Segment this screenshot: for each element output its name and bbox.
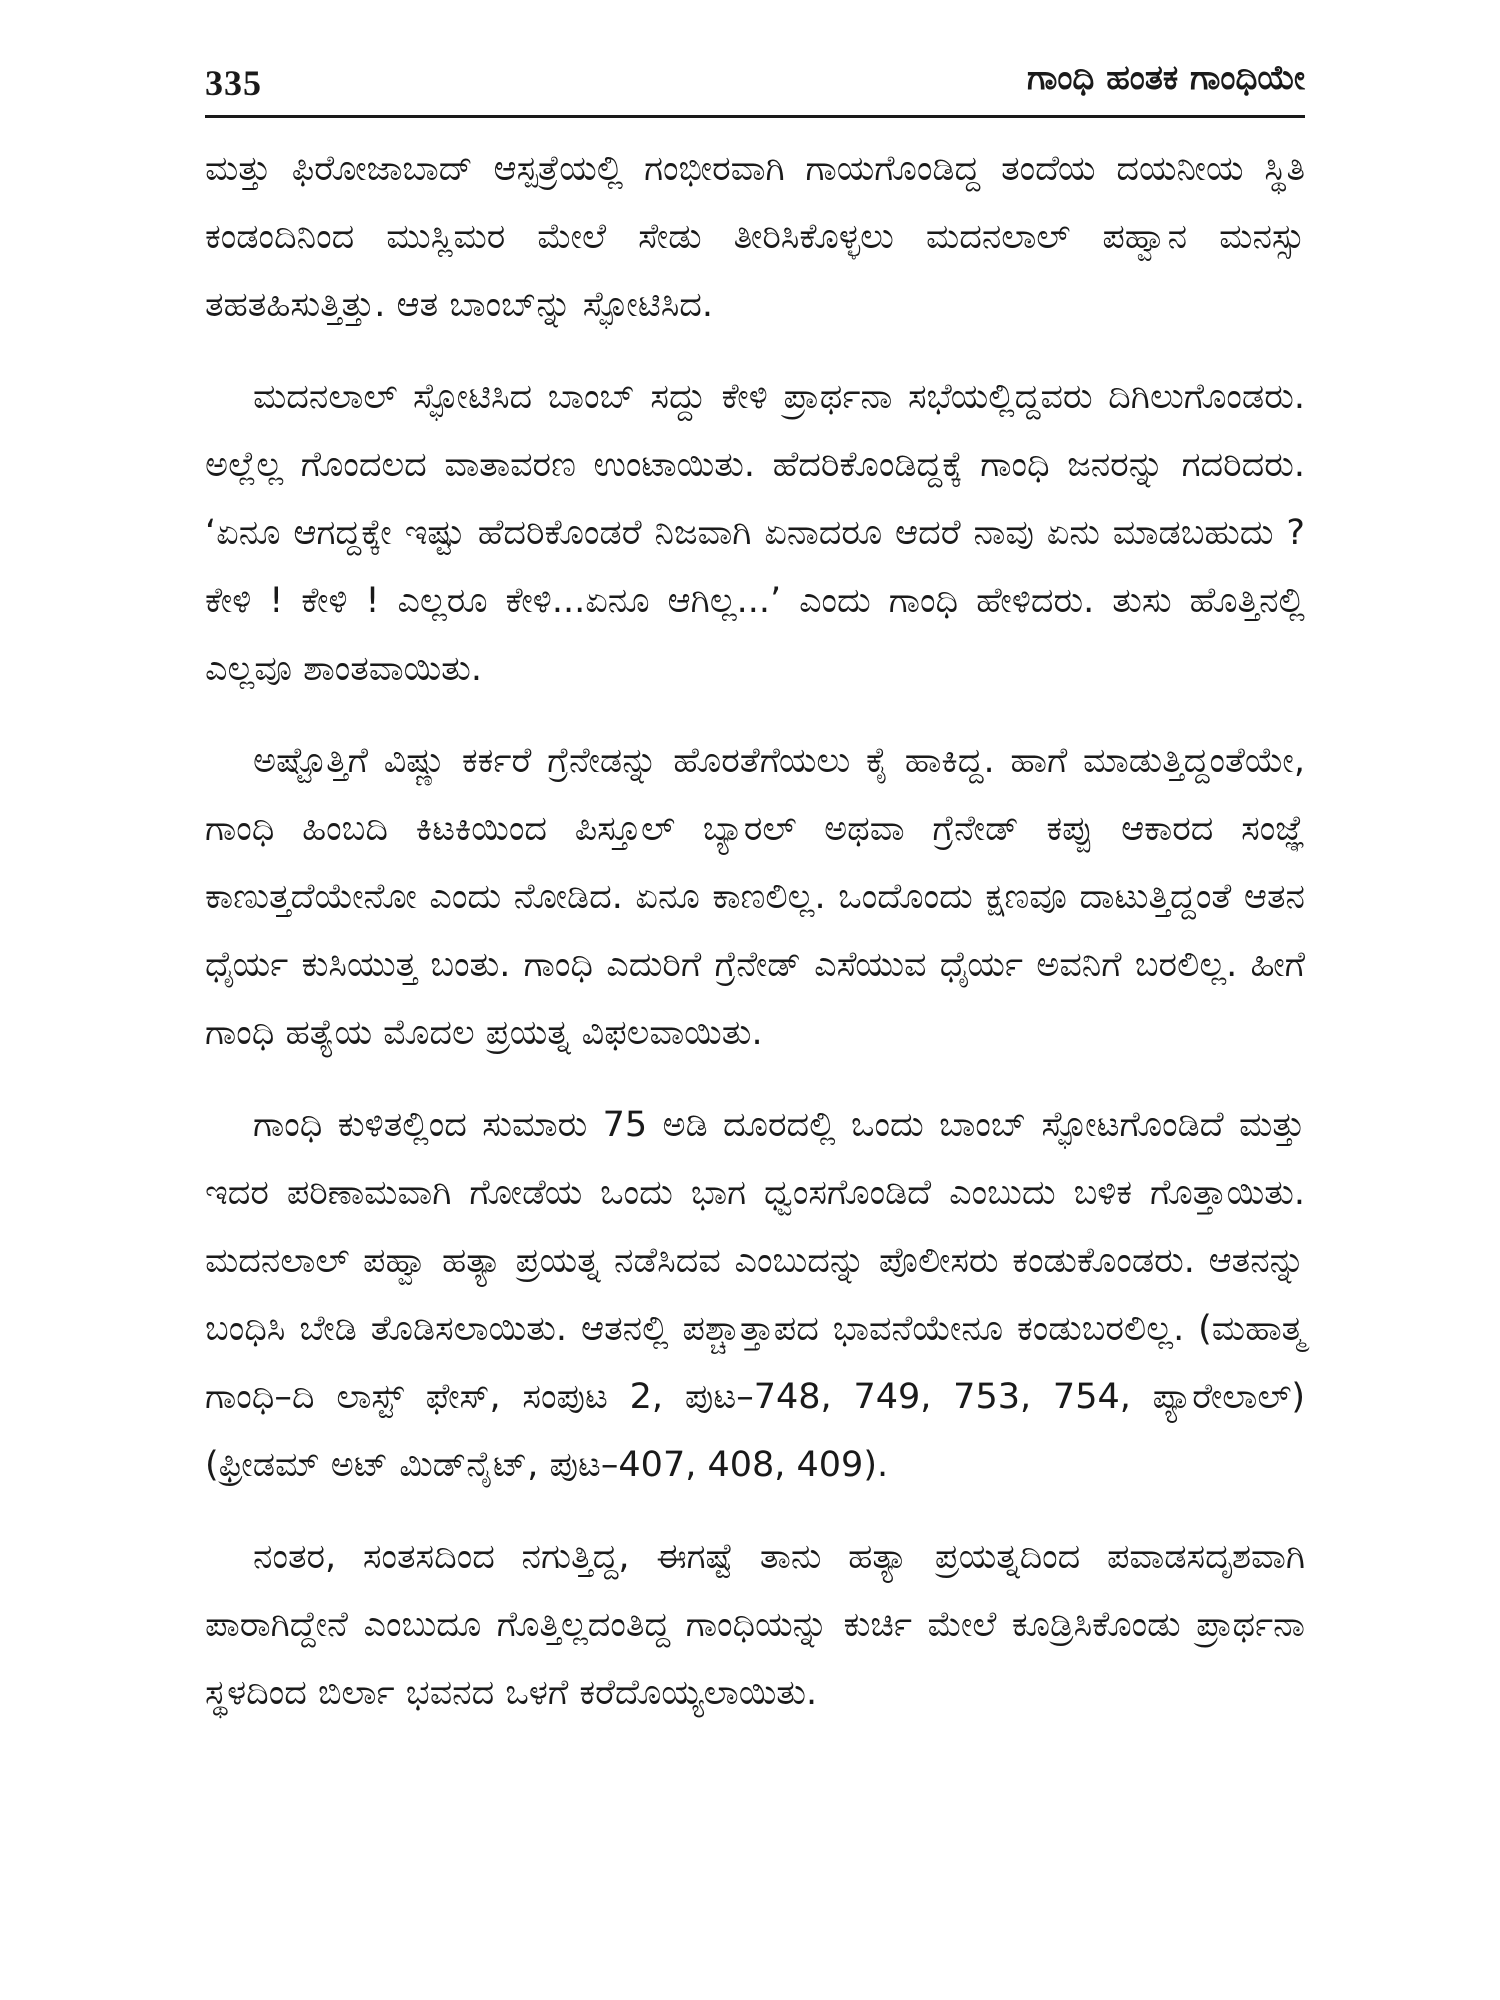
- paragraph: ಅಷ್ಟೊತ್ತಿಗೆ ವಿಷ್ಣು ಕರ್ಕರೆ ಗ್ರೆನೇಡನ್ನು ಹೊರತೆಗೆಯಲು ಕೈ ಹಾಕಿದ್ದ. ಹಾಗೆ ಮಾಡುತ್ತಿದ್ದಂತೆಯೇ, ಗಾಂಧಿ ಹಿಂಬದಿ ಕಿಟಕಿಯಿಂದ ಪಿಸ್ತೂಲ್ ಬ್ಯಾರಲ್ ಅಥವಾ ಗ್ರೆನೇಡ್ ಕಪ್ಪು ಆಕಾರದ ಸಂಜ್ಞೆ ಕಾಣುತ್ತದೆಯೇನೋ ಎಂದು ನೋಡಿದ. ಏನೂ ಕಾಣಲಿಲ್ಲ. ಒಂದೊಂದು ಕ್ಷಣವೂ ದಾಟುತ್ತಿದ್ದಂತೆ ಆತನ ಧೈರ್ಯ ಕುಸಿಯುತ್ತ ಬಂತು. ಗಾಂಧಿ ಎದುರಿಗೆ ಗ್ರೆನೇಡ್ ಎಸೆಯುವ ಧೈರ್ಯ ಅವನಿಗೆ ಬರಲಿಲ್ಲ. ಹೀಗೆ ಗಾಂಧಿ ಹತ್ಯೆಯ ಮೊದಲ ಪ್ರಯತ್ನ ವಿಫಲವಾಯಿತು.: [205, 741, 1305, 1053]
- paragraph: ಗಾಂಧಿ ಕುಳಿತಲ್ಲಿಂದ ಸುಮಾರು 75 ಅಡಿ ದೂರದಲ್ಲಿ ಒಂದು ಬಾಂಬ್ ಸ್ಫೋಟಗೊಂಡಿದೆ ಮತ್ತು ಇದರ ಪರಿಣಾಮವಾಗಿ ಗೋಡೆಯ ಒಂದು ಭಾಗ ಧ್ವಂಸಗೊಂಡಿದೆ ಎಂಬುದು ಬಳಿಕ ಗೊತ್ತಾಯಿತು. ಮದನಲಾಲ್ ಪಹ್ವಾ ಹತ್ಯಾ ಪ್ರಯತ್ನ ನಡೆಸಿದವ ಎಂಬುದನ್ನು ಪೊಲೀಸರು ಕಂಡುಕೊಂಡರು. ಆತನನ್ನು ಬಂಧಿಸಿ ಬೇಡಿ ತೊಡಿಸಲಾಯಿತು. ಆತನಲ್ಲಿ ಪಶ್ಚಾತ್ತಾಪದ ಭಾವನೆಯೇನೂ ಕಂಡುಬರಲಿಲ್ಲ. (ಮಹಾತ್ಮ ಗಾಂಧಿ–ದಿ ಲಾಸ್ಟ್ ಫೇಸ್, ಸಂಪುಟ 2, ಪುಟ–748, 749, 753, 754, ಪ್ಯಾರೇಲಾಲ್) (ಫ್ರೀಡಮ್ ಅಟ್ ಮಿಡ್‌ನೈಟ್, ಪುಟ–407, 408, 409).: [205, 1105, 1305, 1485]
- page-body: [205, 135, 1305, 1751]
- page-header: [205, 52, 1305, 114]
- running-title: ಗಾಂಧಿ ಹಂತಕ ಗಾಂಧಿಯೇ: [1026, 58, 1305, 98]
- header-rule: [205, 115, 1305, 118]
- paragraph-continuation: ಮತ್ತು ಫಿರೋಜಾಬಾದ್ ಆಸ್ಪತ್ರೆಯಲ್ಲಿ ಗಂಭೀರವಾಗಿ ಗಾಯಗೊಂಡಿದ್ದ ತಂದೆಯ ದಯನೀಯ ಸ್ಥಿತಿ ಕಂಡಂದಿನಿಂದ ಮುಸ್ಲಿಮರ ಮೇಲೆ ಸೇಡು ತೀರಿಸಿಕೊಳ್ಳಲು ಮದನಲಾಲ್ ಪಹ್ವಾನ ಮನಸ್ಸು ತಹತಹಿಸುತ್ತಿತ್ತು. ಆತ ಬಾಂಬ್‌ನ್ನು ಸ್ಫೋಟಿಸಿದ.: [205, 149, 1305, 325]
- page-number: 335: [205, 63, 262, 103]
- paragraph: ಮದನಲಾಲ್ ಸ್ಫೋಟಿಸಿದ ಬಾಂಬ್ ಸದ್ದು ಕೇಳಿ ಪ್ರಾರ್ಥನಾ ಸಭೆಯಲ್ಲಿದ್ದವರು ದಿಗಿಲುಗೊಂಡರು. ಅಲ್ಲೆಲ್ಲ ಗೊಂದಲದ ವಾತಾವರಣ ಉಂಟಾಯಿತು. ಹೆದರಿಕೊಂಡಿದ್ದಕ್ಕೆ ಗಾಂಧಿ ಜನರನ್ನು ಗದರಿದರು. ‘ಏನೂ ಆಗದ್ದಕ್ಕೇ ಇಷ್ಟು ಹೆದರಿಕೊಂಡರೆ ನಿಜವಾಗಿ ಏನಾದರೂ ಆದರೆ ನಾವು ಏನು ಮಾಡಬಹುದು ? ಕೇಳಿ ! ಕೇಳಿ ! ಎಲ್ಲರೂ ಕೇಳಿ...ಏನೂ ಆಗಿಲ್ಲ...’ ಎಂದು ಗಾಂಧಿ ಹೇಳಿದರು. ತುಸು ಹೊತ್ತಿನಲ್ಲಿ ಎಲ್ಲವೂ ಶಾಂತವಾಯಿತು.: [205, 377, 1305, 689]
- paragraph: ನಂತರ, ಸಂತಸದಿಂದ ನಗುತ್ತಿದ್ದ, ಈಗಷ್ಟೆ ತಾನು ಹತ್ಯಾ ಪ್ರಯತ್ನದಿಂದ ಪವಾಡಸದೃಶವಾಗಿ ಪಾರಾಗಿದ್ದೇನೆ ಎಂಬುದೂ ಗೊತ್ತಿಲ್ಲದಂತಿದ್ದ ಗಾಂಧಿಯನ್ನು ಕುರ್ಚಿ ಮೇಲೆ ಕೂಡ್ರಿಸಿಕೊಂಡು ಪ್ರಾರ್ಥನಾ ಸ್ಥಳದಿಂದ ಬಿರ್ಲಾ ಭವನದ ಒಳಗೆ ಕರೆದೊಯ್ಯಲಾಯಿತು.: [205, 1537, 1305, 1713]
